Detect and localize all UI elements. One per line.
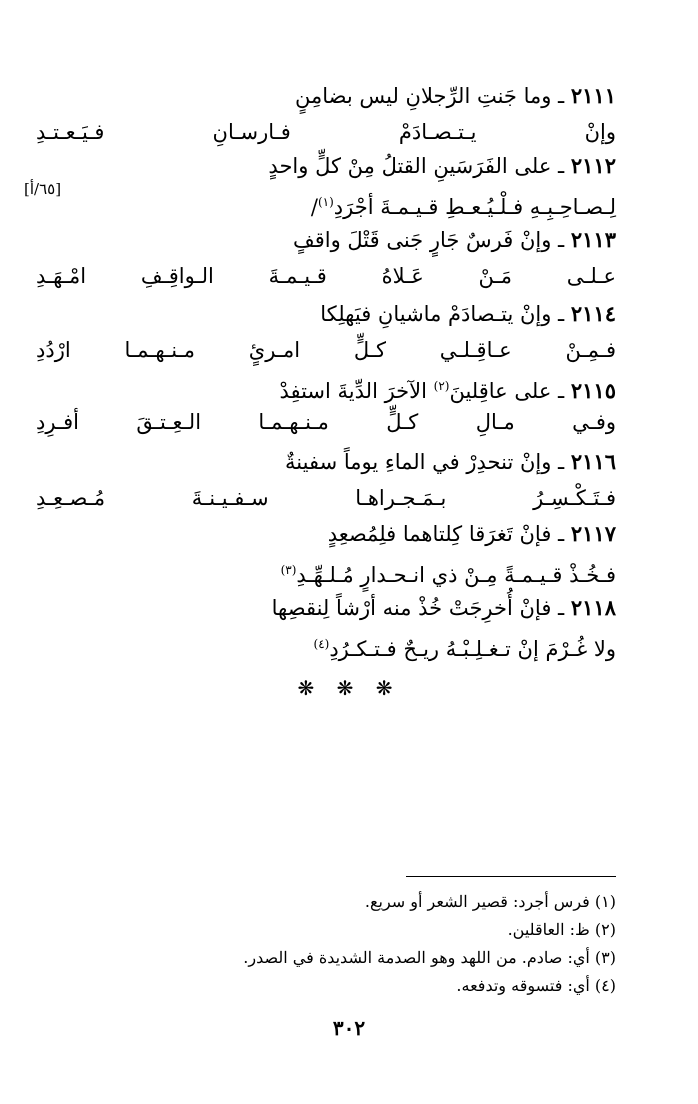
footnote-text: ظ: العاقلين. xyxy=(507,920,590,939)
footnote-text: أي: صادم. من اللهد وهو الصدمة الشديدة في الصدر. xyxy=(243,948,590,967)
verse-first-line xyxy=(36,148,616,184)
verse-hemistich-1: ـ وإنْ فَرسٌ جَارٍ جَنى قَتْلَ واقفٍ xyxy=(292,228,571,252)
verse-number: ٢١١٥ xyxy=(570,378,616,403)
footnote-ref[interactable]: (١) xyxy=(317,195,334,209)
verse-second-line: فـمِـنْ عـاقِـلـي كـلٍّ امـرئٍ مـنـهـمـا ارْدُدِ xyxy=(36,338,616,362)
footnote-ref[interactable]: (٣) xyxy=(280,563,297,577)
footnote-number: (٢) xyxy=(594,920,616,939)
verse-hemistich-2: ولا غُـرْمَ إنْ تـغـلِـبْـهُ ريـحٌ فـتـكـرُدِ xyxy=(329,637,616,661)
manuscript-folio-marker: [٦٥/أ] xyxy=(24,180,62,198)
verse-second-line: عـلـى مَـنْ عَـلاهُ قـيـمـةَ الـواقِـفِ امْـهَـدِ xyxy=(36,264,616,288)
verse-hemistich-2: لِـصـاحِـبِـهِ فـلْـيُـعـطِ قـيـمـةَ أجْرَدِ xyxy=(333,195,616,219)
verse-first-line xyxy=(36,222,616,258)
verse-first-line xyxy=(36,368,616,404)
verse-number: ٢١١١ xyxy=(570,83,616,108)
verse-2114 xyxy=(36,296,616,368)
verse-number: ٢١١٤ xyxy=(570,301,616,326)
page-break-slash: / xyxy=(310,195,318,219)
verse-hemistich-1: ـ وإنْ يتـصادَمْ ماشيانِ فيَهلِكا xyxy=(320,302,571,326)
section-separator: ❋ ❋ ❋ xyxy=(297,676,401,700)
verse-second-line xyxy=(36,626,616,662)
verse-second-line: وفـي مـالِ كـلٍّ مـنـهـمـا الـعِـتـقَ أفـرِدِ xyxy=(36,410,616,434)
page-number: ٣٠٢ xyxy=(332,1016,366,1040)
footnotes xyxy=(56,888,616,1000)
footnote-item xyxy=(56,944,616,972)
footnote-item xyxy=(56,888,616,916)
verse-first-line xyxy=(36,78,616,114)
footnote-number: (١) xyxy=(594,892,616,911)
verse-second-line: وإنْ يـتـصـادَمْ فـارسـانِ فـيَـعـتـدِ xyxy=(36,120,616,144)
footnote-number: (٣) xyxy=(594,948,616,967)
footnote-item xyxy=(56,916,616,944)
footnote-text: أي: فتسوقه وتدفعه. xyxy=(456,976,590,995)
verse-first-line xyxy=(36,516,616,552)
verse-number: ٢١١٨ xyxy=(570,595,616,620)
verse-number: ٢١١٦ xyxy=(570,449,616,474)
verse-hemistich-1: ـ على الفَرَسَينِ القتلُ مِنْ كلٍّ واحدٍ xyxy=(268,154,571,178)
verse-2117 xyxy=(36,516,616,588)
footnote-text: فرس أجرد: قصير الشعر أو سريع. xyxy=(364,892,590,911)
verse-hemistich-2: فـخُـذْ قـيـمـةً مِـنْ ذي انـحـدارٍ مُـلـهِّـدِ xyxy=(296,563,616,587)
footnote-ref[interactable]: (٢) xyxy=(433,379,450,393)
footnote-item xyxy=(56,972,616,1000)
verse-hemistich-1-rest: الآخرَ الدِّيةَ استفِدْ xyxy=(279,379,434,403)
footnote-ref[interactable]: (٤) xyxy=(313,637,330,651)
verse-hemistich-1: ـ وما جَنتِ الرِّجلانِ ليس بضامِنٍ xyxy=(294,84,571,108)
verse-hemistich-1: ـ فإنْ تَغرَقا كِلتاهما فلِمُصعِدٍ xyxy=(327,522,571,546)
verse-2118 xyxy=(36,590,616,662)
verse-first-line xyxy=(36,590,616,626)
footnote-number: (٤) xyxy=(594,976,616,995)
verse-hemistich-1: ـ على عاقِلينَ xyxy=(449,379,571,403)
verse-first-line xyxy=(36,444,616,480)
verse-number: ٢١١٢ xyxy=(570,153,616,178)
verse-hemistich-1: ـ فإنْ أُخرِجَتْ خُذْ منه أرْشاً لِنقصِها xyxy=(271,596,571,620)
verse-2113 xyxy=(36,222,616,294)
verse-second-line xyxy=(36,552,616,588)
verse-second-line: فـتَـكْـسِـرُ بـمَـجـراهـا سـفـيـنـةَ مُـصـعِـدِ xyxy=(36,486,616,510)
verse-2116 xyxy=(36,444,616,516)
footnote-divider xyxy=(406,876,616,877)
verse-2111 xyxy=(36,78,616,150)
verse-first-line xyxy=(36,296,616,332)
verse-number: ٢١١٧ xyxy=(570,521,616,546)
verse-2112 xyxy=(36,148,616,220)
verse-hemistich-1: ـ وإنْ تنحدِرْ في الماءِ يوماً سفينةٌ xyxy=(285,450,571,474)
verse-2115 xyxy=(36,368,616,440)
verse-number: ٢١١٣ xyxy=(570,227,616,252)
verse-second-line xyxy=(36,184,616,220)
